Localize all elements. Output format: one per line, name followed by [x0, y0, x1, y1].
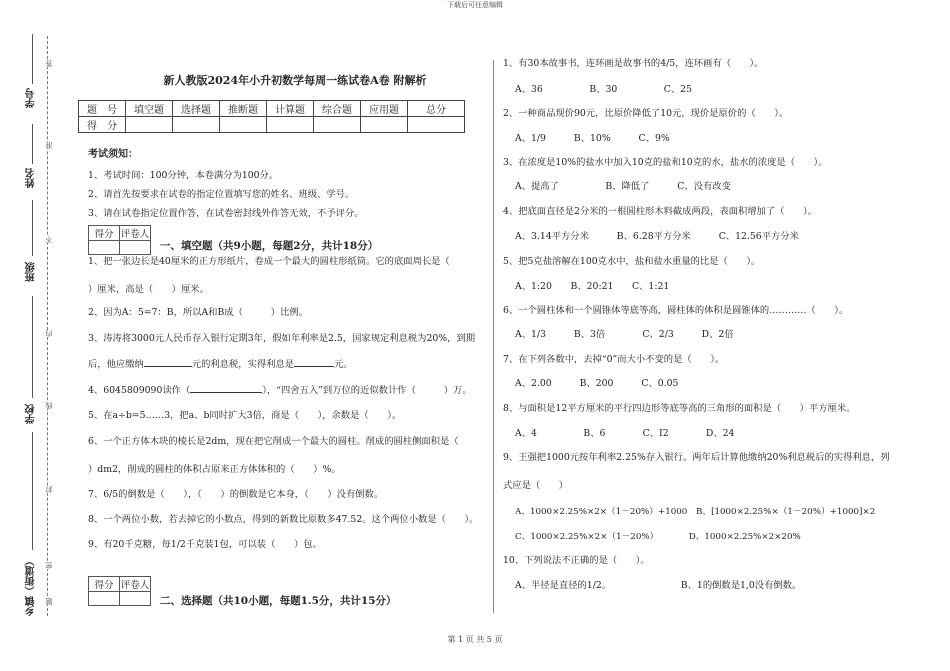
choice-options-2: A、1/9 B、10% C、9% [515, 133, 670, 144]
page-title: 新人教版2024年小升初数学每周一练试卷A卷 附解析 [163, 74, 427, 87]
column-divider [493, 60, 494, 613]
score-cell[interactable] [220, 117, 267, 133]
question-7: 7、6/5的倒数是（ ），（ ）的倒数是它本身，（ ）没有倒数。 [88, 489, 384, 500]
binding-label-school: 学校 [26, 404, 37, 424]
question-2: 2、因为A：5=7：B，所以A和B成（ ）比例。 [88, 307, 308, 318]
question-6-cont: ）dm2，削成的圆柱的体积占原来正方体体积的（ ）%。 [88, 464, 341, 475]
notice-item: 1、考试时间：100分钟，本卷满分为100分。 [88, 170, 279, 181]
fill-line [32, 432, 33, 550]
seal-mark: 答 [45, 60, 53, 67]
binding-label-name: 姓名 [26, 168, 37, 188]
header-note: 下载后可任意编辑 [447, 1, 503, 9]
question-4-text-a: 4、6045809090读作（ [88, 385, 191, 396]
choice-options-4: A、3.14平方分米 B、6.28平方分米 C、12.56平方分米 [515, 231, 799, 242]
seal-mark: 题 [45, 598, 53, 605]
notice-item: 3、请在试卷指定位置作答，在试卷密封线外作答无效，不予评分。 [88, 208, 364, 219]
score-header-cell: 题 号 [79, 101, 126, 117]
choice-question-8: 8、与面积是12平方厘米的平行四边形等底等高的三角形的面积是（ ）平方厘米。 [503, 403, 856, 414]
question-3-cont [88, 359, 353, 371]
section-1-title: 一、填空题（共9小题，每题2分，共计18分） [160, 240, 379, 252]
score-header-cell: 选择题 [173, 101, 220, 117]
question-5: 5、在a÷b=5……3，把a、b同时扩大3倍，商是（ ），余数是（ ）。 [88, 410, 402, 421]
question-8: 8、一个两位小数，若去掉它的小数点，得到的新数比原数多47.52。这个两位小数是（ ）。 [88, 514, 479, 525]
score-header-cell: 综合题 [314, 101, 361, 117]
grader-score-label: 得分 [89, 226, 120, 241]
score-cell[interactable] [361, 117, 408, 133]
score-cell[interactable] [314, 117, 361, 133]
fill-line [32, 200, 33, 256]
score-cell[interactable] [267, 117, 314, 133]
choice-options-10: A、半径是直径的1/2。 B、1的倒数是1,0没有倒数。 [515, 580, 802, 591]
answer-blank[interactable] [294, 366, 334, 367]
choice-options-9-ab: A、1000×2.25%×2×（1－20%）+1000 B、[1000×2.25%×（1－20%）+1000]×2 [515, 507, 876, 517]
section-2-title: 二、选择题（共10小题，每题1.5分，共计15分） [160, 595, 397, 607]
fill-line [32, 34, 33, 84]
page-footer: 第 1 页 共 5 页 [447, 635, 503, 644]
seal-mark: 密 [45, 562, 53, 569]
question-3-text-a: 后，他应缴纳 [88, 359, 144, 370]
choice-question-5: 5、把5克盐溶解在100克水中，盐和盐水重量的比是（ ）。 [503, 256, 761, 267]
choice-options-9-cd: C、1000×2.25%×2×（1－20%） D、1000×2.25%×2×20% [515, 532, 801, 542]
grader-box [88, 225, 151, 255]
grader-name-label: 评卷人 [120, 577, 151, 592]
question-6: 6、一个正方体木块的棱长是2dm，现在把它削成一个最大的圆柱。削成的圆柱侧面积是（ [88, 436, 459, 447]
choice-question-4: 4、把底面直径是2分米的一根圆柱形木料截成两段，表面积增加了（ ）。 [503, 206, 817, 217]
fill-line [32, 296, 33, 398]
choice-question-3: 3、在浓度是10%的盐水中加入10克的盐和10克的水，盐水的浓度是（ ）。 [503, 157, 828, 168]
choice-options-1: A、36 B、30 C、25 [515, 84, 693, 95]
choice-question-6: 6、一个圆柱体和一个圆锥体等底等高，圆柱体的体积是圆锥体的…………（ ）。 [503, 305, 849, 316]
choice-options-5: A、1:20 B、20:21 C、1:21 [515, 281, 670, 292]
grader-score-cell[interactable] [89, 241, 120, 255]
seal-dashed-line [47, 36, 48, 616]
answer-blank[interactable] [144, 366, 192, 367]
seal-mark: 线 [45, 402, 53, 409]
binding-label-class: 班级 [26, 262, 37, 282]
score-cell[interactable] [408, 117, 465, 133]
score-header-cell: 计算题 [267, 101, 314, 117]
choice-options-8: A、4 B、6 C、I2 D、24 [515, 428, 735, 439]
question-9: 9、有20千克糖，每1/2千克装1包，可以装（ ）包。 [88, 539, 322, 550]
grader-name-label: 评卷人 [120, 226, 151, 241]
score-cell[interactable] [173, 117, 220, 133]
choice-question-2: 2、一种商品现价90元，比原价降低了10元，现价是原价的（ ）。 [503, 108, 789, 119]
grader-score-label: 得分 [89, 577, 120, 592]
grader-name-cell[interactable] [120, 592, 151, 606]
question-4-text-b: ），“四舍五入”到万位的近似数计作（ ）万。 [262, 385, 472, 396]
binding-label-township: 乡镇（街道） [26, 556, 37, 616]
choice-options-3: A、提高了 B、降低了 C、没有改变 [515, 181, 731, 192]
grader-box [88, 576, 151, 606]
score-table [78, 100, 465, 133]
score-header-cell: 总分 [408, 101, 465, 117]
question-3-text-b: 元的利息税，实得利息是 [191, 359, 295, 370]
seal-mark: 封 [45, 486, 53, 493]
question-1-cont: ）厘米，高是（ ）厘米。 [88, 284, 209, 295]
seal-mark: 准 [45, 142, 53, 149]
grader-score-cell[interactable] [89, 592, 120, 606]
seal-mark: 不 [45, 236, 53, 243]
question-3-text-c: 元。 [334, 359, 353, 370]
choice-options-6: A、1/3 B、3倍 C、2/3 D、2倍 [515, 329, 734, 340]
choice-options-7: A、2.00 B、200 C、0.05 [515, 378, 679, 389]
question-1: 1、把一张边长是40厘米的正方形纸片，卷成一个最大的圆柱形纸筒。它的底面周长是（ [88, 256, 450, 267]
score-cell[interactable] [126, 117, 173, 133]
binding-strip [20, 0, 56, 671]
question-4 [88, 385, 472, 397]
grader-name-cell[interactable] [120, 241, 151, 255]
answer-blank[interactable] [190, 392, 262, 393]
score-header-cell: 推断题 [220, 101, 267, 117]
choice-question-9-cont: 式应是（ ） [503, 480, 569, 491]
question-3: 3、涛涛将3000元人民币存入银行定期3年，假如年利率是2.5，国家规定利息税为20%，到期 [88, 333, 476, 344]
notice-heading: 考试须知： [88, 149, 138, 160]
seal-mark: 内 [45, 330, 53, 337]
choice-question-9: 9、王强把1000元按年利率2.25%存入银行。两年后计算他缴纳20%利息税后的实得利息，列 [503, 452, 890, 463]
notice-item: 2、请首先按要求在试卷的指定位置填写您的姓名、班级、学号。 [88, 189, 355, 200]
score-header-cell: 应用题 [361, 101, 408, 117]
binding-label-student-id: 学号 [26, 88, 37, 108]
score-row-label: 得 分 [79, 117, 126, 133]
choice-question-10: 10、下列说法不正确的是（ ）。 [503, 555, 650, 566]
score-header-cell: 填空题 [126, 101, 173, 117]
fill-line [32, 124, 33, 164]
choice-question-1: 1、有30本故事书，连环画是故事书的4/5，连环画有（ ）。 [503, 58, 764, 69]
choice-question-7: 7、在下列各数中，去掉“0”而大小不变的是（ ）。 [503, 354, 725, 365]
